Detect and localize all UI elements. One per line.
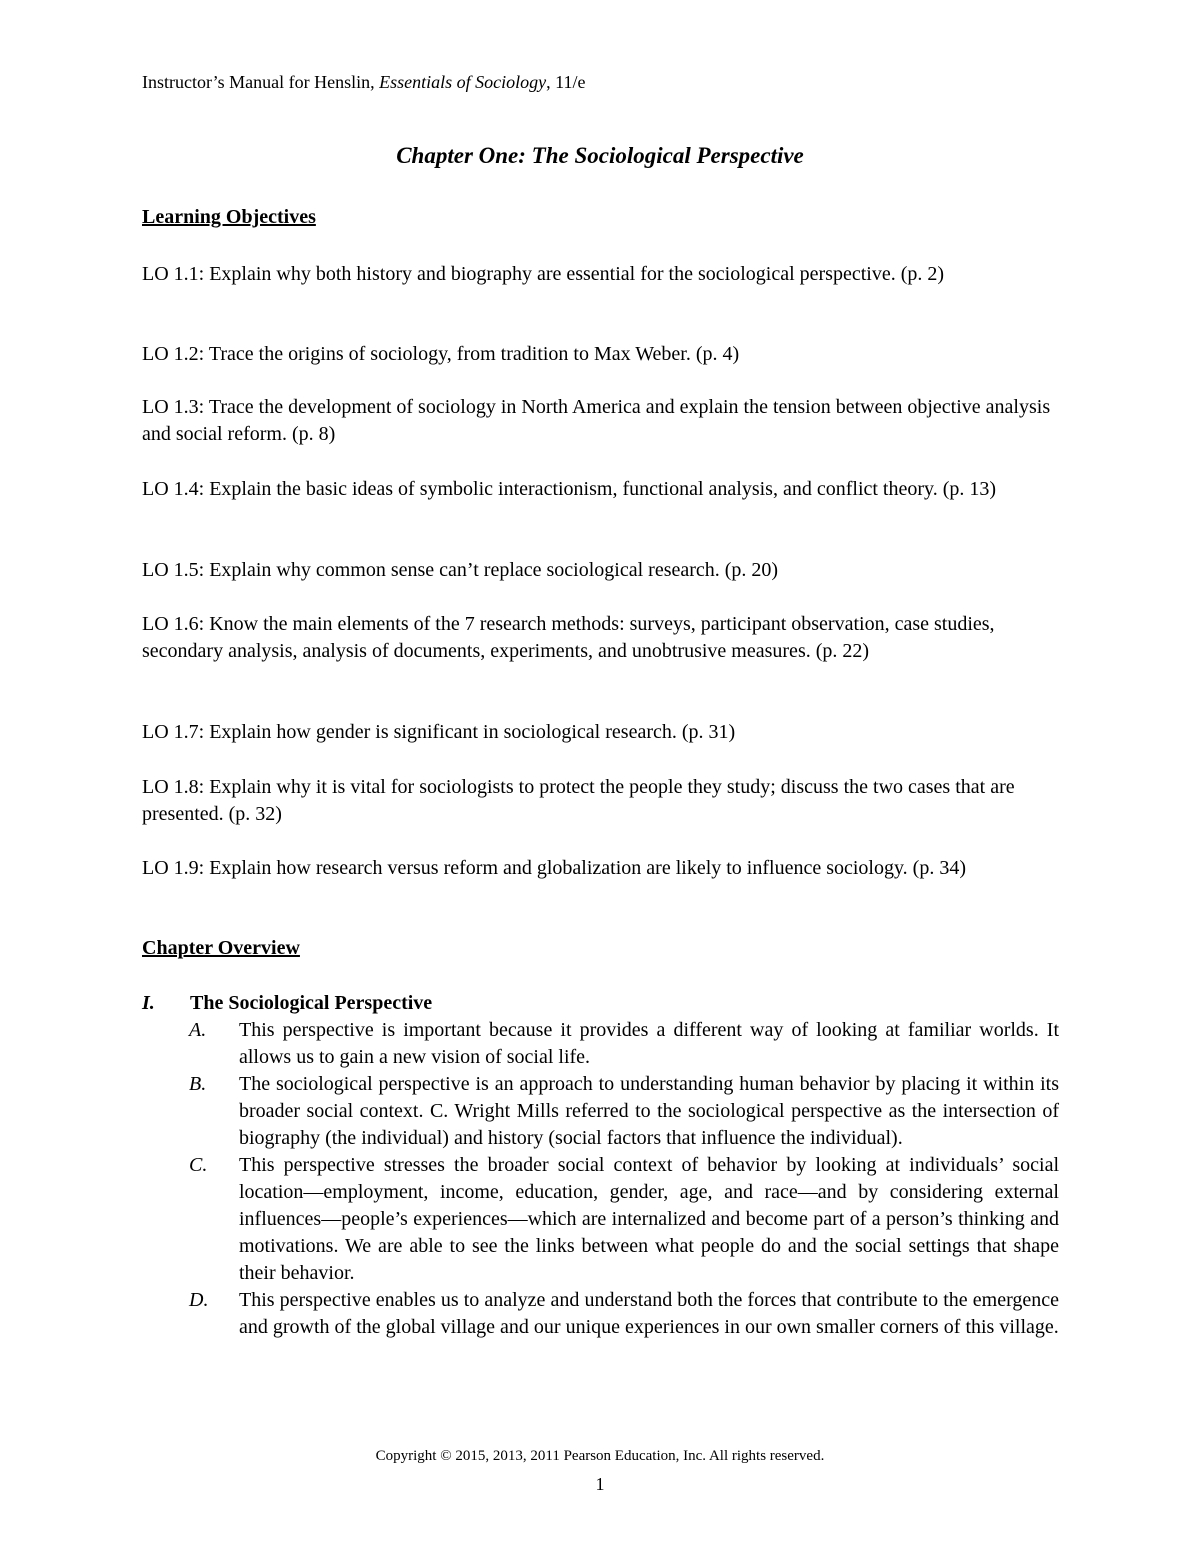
learning-objective-1: LO 1.1: Explain why both history and biography are essential for the sociological perspective. (p. 2) — [142, 263, 945, 285]
outline-point-letter: B. — [189, 1073, 207, 1095]
outline-point — [189, 1017, 1059, 1071]
outline-point-letter: D. — [189, 1289, 209, 1311]
learning-objective-3: LO 1.3: Trace the development of sociology in North America and explain the tension between objective analysis and social reform. (p. 8) — [142, 396, 1051, 445]
learning-objective-9: LO 1.9: Explain how research versus reform and globalization are likely to influence sociology. (p. 34) — [142, 857, 967, 879]
outline-point — [189, 1071, 1059, 1152]
chapter-title: Chapter One: The Sociological Perspective — [396, 143, 804, 168]
outline-point-letter: C. — [189, 1154, 208, 1176]
running-header-suffix: , 11/e — [546, 72, 586, 92]
learning-objective-2: LO 1.2: Trace the origins of sociology, from tradition to Max Weber. (p. 4) — [142, 343, 740, 365]
learning-objective-5: LO 1.5: Explain why common sense can’t replace sociological research. (p. 20) — [142, 559, 779, 581]
page-number: 1 — [595, 1474, 605, 1494]
learning-objective-4: LO 1.4: Explain the basic ideas of symbolic interactionism, functional analysis, and conflict theory. (p. 13) — [142, 478, 997, 500]
running-header — [142, 70, 585, 94]
outline-point-text: This perspective stresses the broader social context of behavior by looking at individuals’ social location—employment, income, education, gender, age, and race—and by considering external influences—people’s experiences—which are internalized and become part of a person’s thinking and motivations. We are able to see the links between what people do and the social settings that shape their behavior. — [239, 1154, 1059, 1284]
outline-section-numeral: I. — [142, 992, 155, 1014]
chapter-overview-heading: Chapter Overview — [142, 937, 300, 959]
outline-point — [189, 1152, 1059, 1287]
outline-point-text: This perspective is important because it provides a different way of looking at familiar worlds. It allows us to gain a new vision of social life. — [239, 1019, 1059, 1068]
outline-point — [189, 1287, 1059, 1341]
outline-point-text: The sociological perspective is an approach to understanding human behavior by placing it within its broader social context. C. Wright Mills referred to the sociological perspective as the intersection of biography (the individual) and history (social factors that influence the individual). — [239, 1073, 1059, 1149]
learning-objective-8: LO 1.8: Explain why it is vital for sociologists to protect the people they study; discuss the two cases that are presented. (p. 32) — [142, 776, 1015, 825]
outline-points-list — [189, 1017, 1059, 1341]
outline-point-text: This perspective enables us to analyze and understand both the forces that contribute to the emergence and growth of the global village and our unique experiences in our own smaller corners of this village. — [239, 1289, 1059, 1338]
running-header-book-title: Essentials of Sociology — [379, 72, 547, 92]
outline-section-heading — [142, 990, 432, 1017]
running-header-prefix: Instructor’s Manual for Henslin, — [142, 72, 380, 92]
copyright-footer: Copyright © 2015, 2013, 2011 Pearson Education, Inc. All rights reserved. — [375, 1448, 825, 1464]
outline-point-letter: A. — [189, 1019, 207, 1041]
learning-objectives-heading: Learning Objectives — [142, 206, 316, 228]
outline-section-title: The Sociological Perspective — [190, 992, 433, 1014]
learning-objective-6: LO 1.6: Know the main elements of the 7 research methods: surveys, participant observation, case studies, secondary analysis, analysis of documents, experiments, and unobtrusive measures. (p. 22) — [142, 613, 995, 662]
learning-objective-7: LO 1.7: Explain how gender is significant in sociological research. (p. 31) — [142, 721, 736, 743]
